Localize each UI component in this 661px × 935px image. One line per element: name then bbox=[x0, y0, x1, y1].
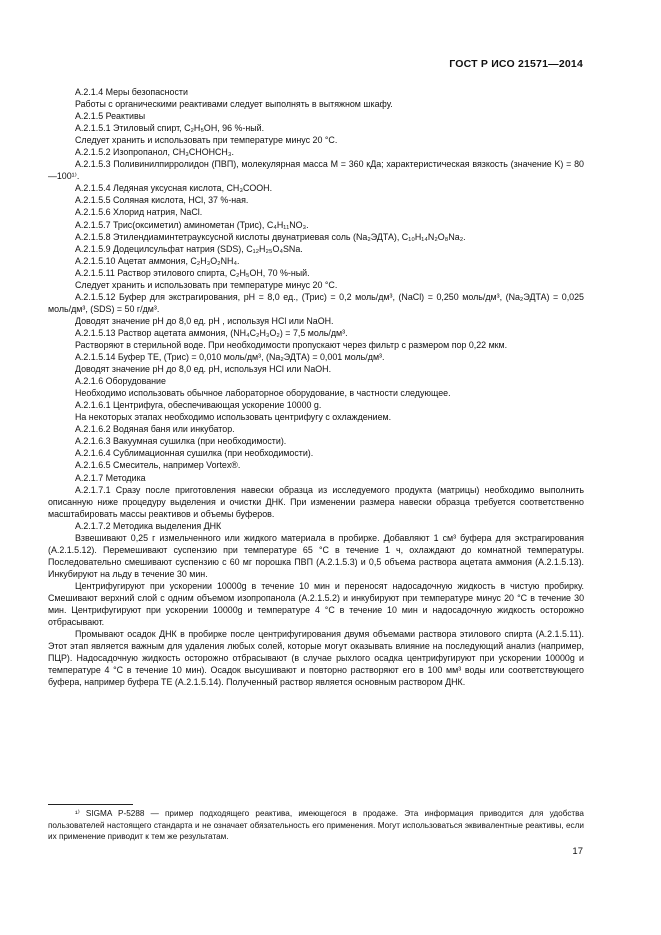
list-item: А.2.1.5.9 Додецилсульфат натрия (SDS), C₁₂H₂₅O₄SNa. bbox=[75, 243, 303, 254]
standard-header: ГОСТ Р ИСО 21571—2014 bbox=[449, 58, 583, 70]
paragraph: Взвешивают 0,25 г измельченного или жидкого материала в пробирке. Добавляют 1 см³ буфера для экстрагирования (А.2.1.5.12). Перемешивают суспензию при температуре 65 °С в течение 1 ч, охлаждают до комнатной температуры. Последовательно смешивают суспензию с 60 мг порошка ПВП (А.2.1.5.3) и 0,5 объема раствора ацетата аммония (А.2.1.5.13). Инкубируют на льду в течение 30 мин. bbox=[48, 532, 584, 579]
page-number: 17 bbox=[572, 846, 583, 857]
list-item: А.2.1.5.7 Трис(оксиметил) аминометан (Трис), C₄H₁₁NO₃. bbox=[75, 219, 309, 230]
paragraph: А.2.1.7.1 Сразу после приготовления навески образца из исследуемого продукта (матрицы) необходимо выполнить описанную ниже процедуру выделения и очистки ДНК. При изменении размера навески образца требуется соответственно масштабировать массы реактивов и объемы буферов. bbox=[48, 484, 584, 519]
paragraph: Растворяют в стерильной воде. При необходимости пропускают через фильтр с размером пор 0,22 мкм. bbox=[75, 339, 508, 350]
list-item: А.2.1.5.11 Раствор этилового спирта, C₂H₅OH, 70 %-ный. bbox=[75, 267, 310, 278]
list-item: А.2.1.5.8 Этилендиаминтетрауксусной кислоты двунатриевая соль (Na₂ЭДТА), C₁₀H₁₄N₂O₈Na₂. bbox=[75, 231, 466, 242]
list-item: А.2.1.5.5 Соляная кислота, HCl, 37 %-ная. bbox=[75, 195, 249, 206]
section-heading-method: А.2.1.7 Методика bbox=[75, 472, 146, 483]
paragraph: Следует хранить и использовать при температуре минус 20 °С. bbox=[75, 135, 338, 146]
paragraph: На некоторых этапах необходимо использовать центрифугу с охлаждением. bbox=[75, 412, 392, 423]
list-item: А.2.1.6.2 Водяная баня или инкубатор. bbox=[75, 424, 235, 435]
paragraph: Необходимо использовать обычное лабораторное оборудование, в частности следующее. bbox=[75, 388, 451, 399]
footnote-divider bbox=[48, 804, 133, 805]
footnote bbox=[48, 808, 584, 843]
list-item: А.2.1.6.3 Вакуумная сушилка (при необходимости). bbox=[75, 436, 287, 447]
section-heading-dna-extraction: А.2.1.7.2 Методика выделения ДНК bbox=[75, 520, 222, 531]
paragraph: Следует хранить и использовать при температуре минус 20 °С. bbox=[75, 279, 338, 290]
list-item: А.2.1.5.14 Буфер ТЕ, (Трис) = 0,010 моль/дм³, (Na₂ЭДТА) = 0,001 моль/дм³. bbox=[75, 352, 385, 363]
list-item: А.2.1.6.4 Сублимационная сушилка (при необходимости). bbox=[75, 448, 314, 459]
list-item: А.2.1.5.3 Поливинилпирролидон (ПВП), молекулярная масса M = 360 кДа; характеристическая вязкость (значение K) = 80—100¹⁾. bbox=[48, 159, 584, 182]
section-heading-reagents: А.2.1.5 Реактивы bbox=[75, 111, 146, 122]
paragraph: Центрифугируют при ускорении 10000g в течение 10 мин и переносят надосадочную жидкость в чистую пробирку. Смешивают верхний слой с одним объемом изопропанола (А.2.1.5.2) и инкубируют при температуре минус 20 °С в течение 30 мин. Центрифугируют при ускорении 10000g и температуре 4 °С в течение 10 мин и надосадочную жидкость осторожно отбрасывают. bbox=[48, 580, 584, 628]
section-heading-equipment: А.2.1.6 Оборудование bbox=[75, 376, 166, 387]
section-heading-safety: А.2.1.4 Меры безопасности bbox=[75, 87, 188, 97]
paragraph: Работы с органическими реактивами следует выполнять в вытяжном шкафу. bbox=[75, 99, 393, 110]
list-item: А.2.1.5.2 Изопропанол, CH₃CHOHCH₃. bbox=[75, 147, 234, 158]
list-item: А.2.1.5.10 Ацетат аммония, C₂H₃O₂NH₄. bbox=[75, 255, 240, 266]
list-item: А.2.1.5.12 Буфер для экстрагирования, pH = 8,0 ед., (Трис) = 0,2 моль/дм³, (NaCl) = 0,250 моль/дм³, (Na₂ЭДТА) = 0,025 моль/дм³, (SDS) = 50 г/дм³. bbox=[48, 291, 584, 314]
list-item: А.2.1.5.6 Хлорид натрия, NaCl. bbox=[75, 207, 203, 218]
paragraph: Доводят значение pH до 8,0 ед. pH, используя HCl или NaOH. bbox=[75, 364, 332, 375]
list-item: А.2.1.5.1 Этиловый спирт, C₂H₅OH, 96 %-ный. bbox=[75, 123, 265, 134]
list-item: А.2.1.6.1 Центрифуга, обеспечивающая ускорение 10000 g. bbox=[75, 400, 322, 411]
list-item: А.2.1.5.13 Раствор ацетата аммония, (NH₄C₂H₃O₂) = 7,5 моль/дм³. bbox=[75, 327, 348, 338]
list-item: А.2.1.6.5 Смеситель, например Vortex®. bbox=[75, 460, 241, 471]
footnote-text: ¹⁾ SIGMA P-5288 — пример подходящего реактива, имеющегося в продаже. Эта информация приводится для удобства пользователей настоящего стандарта и не означает обязательность его применения. Могут использоваться эквивалентные реактивы, если их применение приводит к тем же результатам. bbox=[48, 809, 584, 842]
paragraph: Доводят значение pH до 8,0 ед. pH , используя HCl или NaOH. bbox=[75, 315, 334, 326]
document-body bbox=[48, 86, 584, 688]
list-item: А.2.1.5.4 Ледяная уксусная кислота, CH₃COOH. bbox=[75, 183, 273, 194]
paragraph: Промывают осадок ДНК в пробирке после центрифугирования двумя объемами раствора этилового спирта (А.2.1.5.11). Этот этап является важным для удаления любых солей, которые могут оказывать влияние на последующий анализ (например, ПЦР). Надосадочную жидкость осторожно отбрасывают (в случае рыхлого осадка центрифугируют при ускорении 10000g и температуре 4 °С в течение 10 мин). Осадок высушивают и повторно растворяют его в 100 мм³ воды или соответствующего буфера, например буфера ТЕ (А.2.1.5.14). Полученный раствор является основным раствором ДНК. bbox=[48, 629, 584, 688]
